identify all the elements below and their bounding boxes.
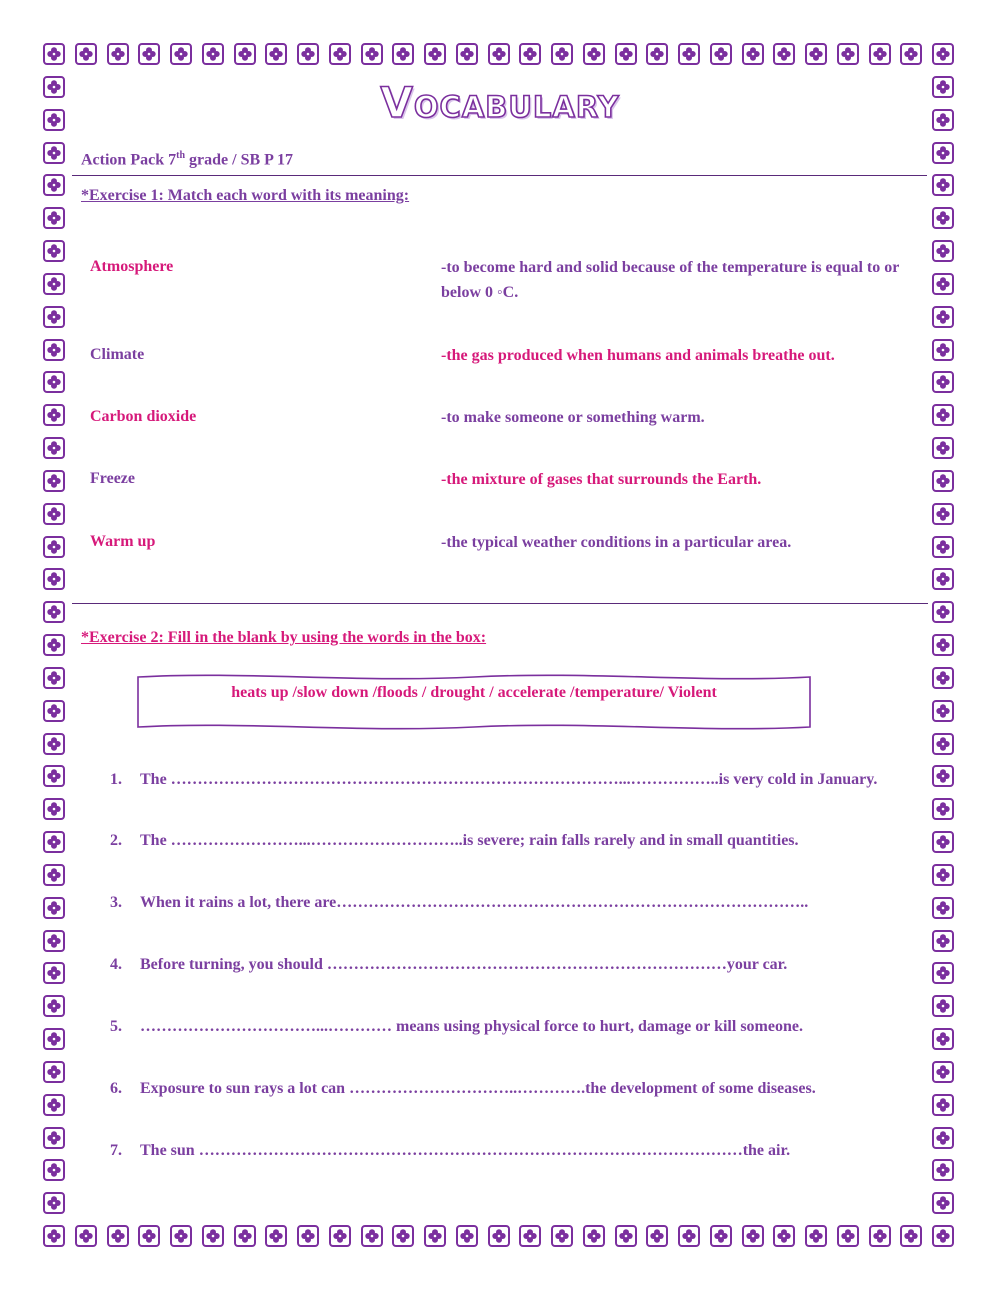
four-petal-flower-icon — [43, 1192, 65, 1214]
four-petal-flower-icon — [361, 43, 383, 65]
four-petal-flower-icon — [932, 339, 954, 361]
four-petal-flower-icon — [583, 1225, 605, 1247]
four-petal-flower-icon — [932, 404, 954, 426]
four-petal-flower-icon — [805, 43, 827, 65]
divider — [72, 175, 927, 176]
four-petal-flower-icon — [900, 43, 922, 65]
four-petal-flower-icon — [170, 1225, 192, 1247]
four-petal-flower-icon — [43, 142, 65, 164]
four-petal-flower-icon — [932, 503, 954, 525]
question-text: Exposure to sun rays a lot can …………………………..………….the development of some diseases. — [140, 1080, 816, 1097]
four-petal-flower-icon — [932, 470, 954, 492]
four-petal-flower-icon — [932, 667, 954, 689]
four-petal-flower-icon — [615, 43, 637, 65]
four-petal-flower-icon — [488, 43, 510, 65]
question-number: 7. — [110, 1142, 122, 1159]
four-petal-flower-icon — [138, 43, 160, 65]
subtitle-text-rest: grade / SB P 17 — [185, 151, 294, 169]
four-petal-flower-icon — [43, 207, 65, 229]
four-petal-flower-icon — [678, 43, 700, 65]
four-petal-flower-icon — [551, 1225, 573, 1247]
question-text: The …………………………………………………………………………...……………..is very cold in January. — [140, 771, 878, 788]
four-petal-flower-icon — [392, 43, 414, 65]
word-box-frame — [136, 671, 812, 733]
four-petal-flower-icon — [932, 306, 954, 328]
question-number: 4. — [110, 956, 122, 973]
word-box-text: heats up /slow down /floods / drought / accelerate /temperature/ Violent — [231, 684, 717, 701]
word-item: Carbon dioxide — [90, 408, 197, 425]
question-text: ……………………………...………… means using physical force to hurt, damage or kill someone. — [140, 1018, 803, 1035]
meaning-item: -the mixture of gases that surrounds the Earth. — [441, 471, 762, 488]
four-petal-flower-icon — [43, 634, 65, 656]
four-petal-flower-icon — [43, 437, 65, 459]
four-petal-flower-icon — [107, 43, 129, 65]
word-item: Climate — [90, 346, 145, 363]
four-petal-flower-icon — [551, 43, 573, 65]
four-petal-flower-icon — [932, 700, 954, 722]
exercise2-heading: *Exercise 2: Fill in the blank by using the words in the box: — [81, 629, 487, 646]
four-petal-flower-icon — [43, 930, 65, 952]
four-petal-flower-icon — [773, 43, 795, 65]
question-number: 5. — [110, 1018, 122, 1035]
four-petal-flower-icon — [361, 1225, 383, 1247]
four-petal-flower-icon — [837, 43, 859, 65]
four-petal-flower-icon — [234, 43, 256, 65]
four-petal-flower-icon — [932, 568, 954, 590]
four-petal-flower-icon — [43, 897, 65, 919]
question-number: 6. — [110, 1080, 122, 1097]
four-petal-flower-icon — [297, 1225, 319, 1247]
four-petal-flower-icon — [43, 1225, 65, 1247]
four-petal-flower-icon — [932, 962, 954, 984]
four-petal-flower-icon — [424, 1225, 446, 1247]
four-petal-flower-icon — [932, 174, 954, 196]
four-petal-flower-icon — [932, 371, 954, 393]
four-petal-flower-icon — [932, 1159, 954, 1181]
four-petal-flower-icon — [932, 798, 954, 820]
four-petal-flower-icon — [43, 1061, 65, 1083]
word-item: Freeze — [90, 470, 135, 487]
four-petal-flower-icon — [43, 864, 65, 886]
word-item: Warm up — [90, 533, 156, 550]
subtitle — [81, 150, 293, 169]
four-petal-flower-icon — [583, 43, 605, 65]
four-petal-flower-icon — [424, 43, 446, 65]
four-petal-flower-icon — [43, 404, 65, 426]
four-petal-flower-icon — [519, 1225, 541, 1247]
four-petal-flower-icon — [43, 995, 65, 1017]
four-petal-flower-icon — [869, 43, 891, 65]
four-petal-flower-icon — [329, 1225, 351, 1247]
four-petal-flower-icon — [43, 1159, 65, 1181]
four-petal-flower-icon — [932, 1028, 954, 1050]
four-petal-flower-icon — [519, 43, 541, 65]
question-number: 1. — [110, 771, 122, 788]
four-petal-flower-icon — [43, 700, 65, 722]
four-petal-flower-icon — [932, 864, 954, 886]
four-petal-flower-icon — [43, 831, 65, 853]
four-petal-flower-icon — [456, 1225, 478, 1247]
meaning-item: -the gas produced when humans and animals breathe out. — [441, 347, 835, 364]
four-petal-flower-icon — [932, 142, 954, 164]
four-petal-flower-icon — [932, 1061, 954, 1083]
exercise1-heading: *Exercise 1: Match each word with its meaning: — [81, 187, 410, 204]
four-petal-flower-icon — [43, 1094, 65, 1116]
subtitle-text: Action Pack 7 — [81, 151, 177, 169]
four-petal-flower-icon — [742, 1225, 764, 1247]
four-petal-flower-icon — [43, 470, 65, 492]
four-petal-flower-icon — [43, 601, 65, 623]
four-petal-flower-icon — [932, 634, 954, 656]
four-petal-flower-icon — [742, 43, 764, 65]
four-petal-flower-icon — [170, 43, 192, 65]
four-petal-flower-icon — [107, 1225, 129, 1247]
four-petal-flower-icon — [932, 995, 954, 1017]
four-petal-flower-icon — [43, 339, 65, 361]
four-petal-flower-icon — [932, 733, 954, 755]
four-petal-flower-icon — [932, 240, 954, 262]
four-petal-flower-icon — [75, 43, 97, 65]
four-petal-flower-icon — [43, 667, 65, 689]
four-petal-flower-icon — [43, 273, 65, 295]
four-petal-flower-icon — [43, 306, 65, 328]
four-petal-flower-icon — [202, 43, 224, 65]
meaning-item: -to make someone or something warm. — [441, 409, 705, 426]
four-petal-flower-icon — [43, 962, 65, 984]
four-petal-flower-icon — [43, 371, 65, 393]
four-petal-flower-icon — [932, 1127, 954, 1149]
four-petal-flower-icon — [615, 1225, 637, 1247]
four-petal-flower-icon — [488, 1225, 510, 1247]
subtitle-superscript: th — [176, 150, 186, 161]
four-petal-flower-icon — [932, 765, 954, 787]
four-petal-flower-icon — [710, 1225, 732, 1247]
divider — [72, 603, 928, 604]
four-petal-flower-icon — [932, 1094, 954, 1116]
four-petal-flower-icon — [43, 536, 65, 558]
four-petal-flower-icon — [43, 733, 65, 755]
four-petal-flower-icon — [329, 43, 351, 65]
four-petal-flower-icon — [932, 1225, 954, 1247]
four-petal-flower-icon — [43, 1127, 65, 1149]
four-petal-flower-icon — [869, 1225, 891, 1247]
four-petal-flower-icon — [932, 43, 954, 65]
four-petal-flower-icon — [678, 1225, 700, 1247]
word-box — [136, 671, 812, 733]
four-petal-flower-icon — [392, 1225, 414, 1247]
meaning-item: -the typical weather conditions in a particular area. — [441, 534, 792, 551]
question-text: The sun …………………………………………………………………………………………the air. — [140, 1142, 791, 1159]
word-item: Atmosphere — [90, 258, 174, 275]
question-number: 2. — [110, 832, 122, 849]
four-petal-flower-icon — [932, 601, 954, 623]
four-petal-flower-icon — [43, 1028, 65, 1050]
four-petal-flower-icon — [710, 43, 732, 65]
four-petal-flower-icon — [234, 1225, 256, 1247]
four-petal-flower-icon — [932, 930, 954, 952]
four-petal-flower-icon — [932, 1192, 954, 1214]
four-petal-flower-icon — [265, 1225, 287, 1247]
four-petal-flower-icon — [932, 273, 954, 295]
four-petal-flower-icon — [900, 1225, 922, 1247]
four-petal-flower-icon — [138, 1225, 160, 1247]
meaning-item: -to become hard and solid because of the temperature is equal to or below 0 ◦C. — [441, 259, 900, 301]
four-petal-flower-icon — [43, 798, 65, 820]
four-petal-flower-icon — [646, 1225, 668, 1247]
four-petal-flower-icon — [43, 43, 65, 65]
four-petal-flower-icon — [43, 568, 65, 590]
four-petal-flower-icon — [932, 536, 954, 558]
four-petal-flower-icon — [805, 1225, 827, 1247]
four-petal-flower-icon — [932, 831, 954, 853]
question-text: The ……………………...………………………..is severe; rain falls rarely and in small quantities. — [140, 832, 799, 849]
four-petal-flower-icon — [932, 437, 954, 459]
page-title: Vocabulary — [380, 78, 620, 127]
four-petal-flower-icon — [456, 43, 478, 65]
question-text: Before turning, you should …………………………………………………………………your car. — [140, 956, 788, 973]
four-petal-flower-icon — [43, 240, 65, 262]
four-petal-flower-icon — [265, 43, 287, 65]
four-petal-flower-icon — [837, 1225, 859, 1247]
four-petal-flower-icon — [75, 1225, 97, 1247]
four-petal-flower-icon — [773, 1225, 795, 1247]
question-text: When it rains a lot, there are…………………………………………………………………………….. — [140, 894, 809, 911]
four-petal-flower-icon — [43, 503, 65, 525]
four-petal-flower-icon — [932, 897, 954, 919]
question-number: 3. — [110, 894, 122, 911]
four-petal-flower-icon — [932, 207, 954, 229]
four-petal-flower-icon — [202, 1225, 224, 1247]
four-petal-flower-icon — [43, 174, 65, 196]
four-petal-flower-icon — [43, 765, 65, 787]
four-petal-flower-icon — [646, 43, 668, 65]
four-petal-flower-icon — [297, 43, 319, 65]
